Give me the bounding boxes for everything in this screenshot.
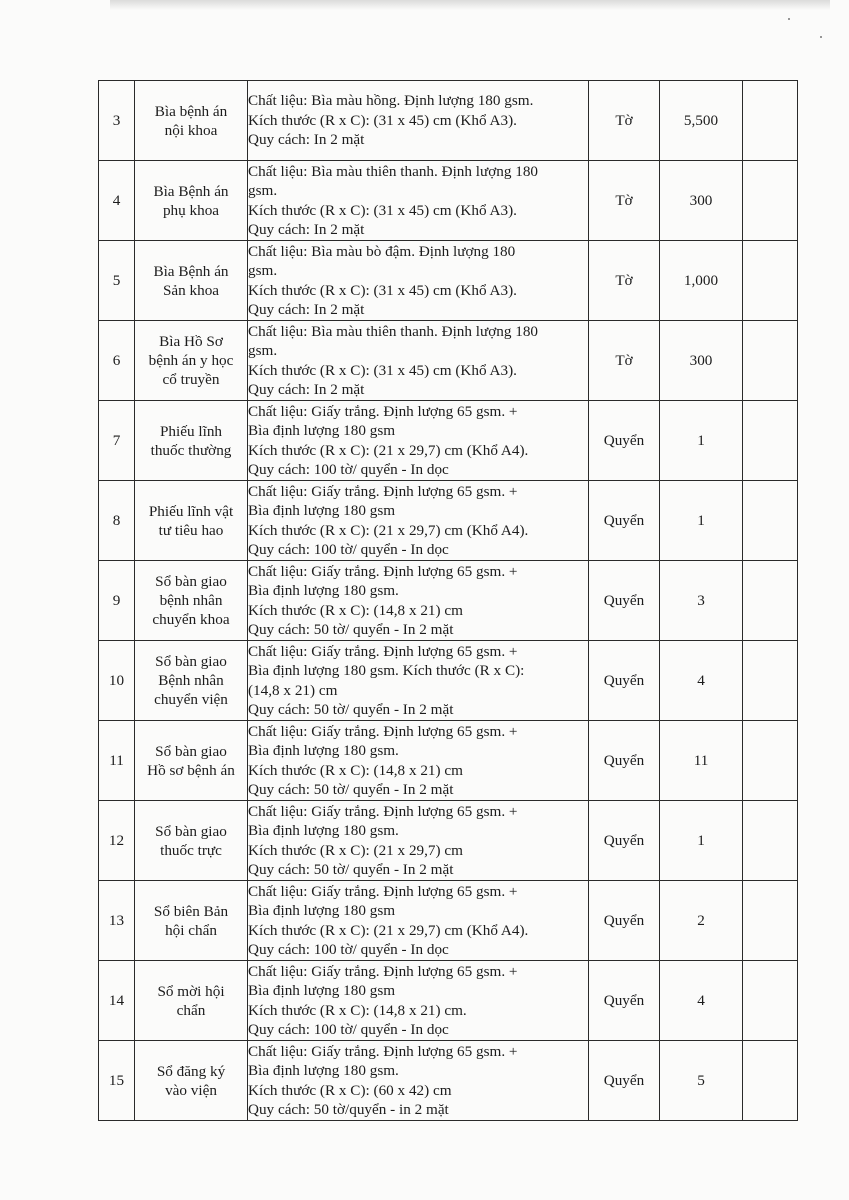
note-cell bbox=[743, 641, 798, 721]
table-row bbox=[99, 881, 798, 961]
note-cell bbox=[743, 241, 798, 321]
item-spec-cell bbox=[248, 401, 589, 481]
item-name-cell bbox=[135, 81, 248, 161]
quantity-cell: 4 bbox=[660, 961, 743, 1041]
table-row bbox=[99, 721, 798, 801]
unit-cell: Quyển bbox=[589, 1041, 660, 1121]
item-spec-cell bbox=[248, 1041, 589, 1121]
item-spec-cell bbox=[248, 241, 589, 321]
note-cell bbox=[743, 161, 798, 241]
note-cell bbox=[743, 561, 798, 641]
row-number-cell: 3 bbox=[99, 81, 135, 161]
item-name-line: nội khoa bbox=[164, 121, 218, 139]
table-row bbox=[99, 481, 798, 561]
quantity-cell: 3 bbox=[660, 561, 743, 641]
item-spec-line: Quy cách: 50 tờ/quyển - in 2 mặt bbox=[248, 1101, 449, 1118]
item-name-line: thuốc trực bbox=[160, 841, 222, 859]
note-cell bbox=[743, 1041, 798, 1121]
item-name-line: Bệnh nhân bbox=[158, 672, 224, 689]
quantity-cell: 5,500 bbox=[660, 81, 743, 161]
item-spec-line: Quy cách: 100 tờ/ quyển - In dọc bbox=[248, 941, 449, 958]
item-spec-line: Bìa định lượng 180 gsm. bbox=[248, 822, 399, 839]
item-spec-cell bbox=[248, 81, 589, 161]
item-name-cell bbox=[135, 561, 248, 641]
unit-cell: Quyển bbox=[589, 481, 660, 561]
unit-cell: Tờ bbox=[589, 241, 660, 321]
note-cell bbox=[743, 961, 798, 1041]
item-name-line: Sổ bàn giao bbox=[155, 742, 227, 760]
table-row bbox=[99, 1041, 798, 1121]
quantity-cell: 2 bbox=[660, 881, 743, 961]
item-name-cell bbox=[135, 401, 248, 481]
scan-edge-shadow bbox=[110, 0, 830, 10]
row-number-cell: 8 bbox=[99, 481, 135, 561]
note-cell bbox=[743, 481, 798, 561]
item-spec-line: Bìa định lượng 180 gsm. bbox=[248, 1062, 399, 1079]
item-name-cell bbox=[135, 321, 248, 401]
item-spec-cell bbox=[248, 321, 589, 401]
item-name-cell bbox=[135, 1041, 248, 1121]
item-spec-line: Chất liệu: Giấy trắng. Định lượng 65 gsm. + bbox=[248, 482, 518, 500]
item-name-cell bbox=[135, 881, 248, 961]
item-name-line: Sản khoa bbox=[162, 281, 220, 299]
item-spec-line: Quy cách: In 2 mặt bbox=[248, 301, 365, 318]
table-row bbox=[99, 961, 798, 1041]
item-spec-line: Quy cách: 100 tờ/ quyển - In dọc bbox=[248, 1021, 449, 1038]
item-spec-line: Bìa định lượng 180 gsm. Kích thước (R x C): bbox=[248, 662, 525, 679]
row-number-cell: 11 bbox=[99, 721, 135, 801]
unit-cell: Quyển bbox=[589, 401, 660, 481]
item-name-line: Sổ mời hội bbox=[157, 982, 225, 1000]
item-spec-line: Quy cách: In 2 mặt bbox=[248, 221, 365, 238]
table-row bbox=[99, 241, 798, 321]
item-name-line: hội chẩn bbox=[165, 921, 217, 939]
unit-cell: Tờ bbox=[589, 161, 660, 241]
item-name-line: Sổ bàn giao bbox=[155, 822, 227, 840]
unit-cell: Quyển bbox=[589, 801, 660, 881]
quantity-cell: 5 bbox=[660, 1041, 743, 1121]
item-spec-line: Bìa định lượng 180 gsm bbox=[248, 982, 396, 999]
item-spec-line: Chất liệu: Giấy trắng. Định lượng 65 gsm. + bbox=[248, 802, 518, 820]
item-spec-cell bbox=[248, 881, 589, 961]
unit-cell: Tờ bbox=[589, 81, 660, 161]
item-spec-line: Quy cách: In 2 mặt bbox=[248, 131, 365, 149]
item-spec-cell bbox=[248, 561, 589, 641]
item-spec-cell bbox=[248, 801, 589, 881]
row-number-cell: 14 bbox=[99, 961, 135, 1041]
item-spec-line: Chất liệu: Giấy trắng. Định lượng 65 gsm. + bbox=[248, 882, 518, 900]
item-spec-line: Kích thước (R x C): (21 x 29,7) cm (Khổ A4). bbox=[248, 521, 529, 539]
row-number-cell: 9 bbox=[99, 561, 135, 641]
row-number-cell: 7 bbox=[99, 401, 135, 481]
item-spec-line: Chất liệu: Giấy trắng. Định lượng 65 gsm. + bbox=[248, 722, 518, 740]
quantity-cell: 1 bbox=[660, 801, 743, 881]
item-spec-line: Chất liệu: Giấy trắng. Định lượng 65 gsm. + bbox=[248, 962, 518, 980]
table-row bbox=[99, 161, 798, 241]
note-cell bbox=[743, 721, 798, 801]
item-spec-line: Kích thước (R x C): (21 x 29,7) cm bbox=[248, 841, 463, 859]
item-name-line: bệnh án y học bbox=[148, 352, 234, 369]
item-spec-line: Chất liệu: Bìa màu hồng. Định lượng 180 gsm. bbox=[248, 92, 534, 110]
item-spec-line: Kích thước (R x C): (14,8 x 21) cm bbox=[248, 761, 463, 779]
unit-cell: Quyển bbox=[589, 961, 660, 1041]
item-spec-line: Quy cách: In 2 mặt bbox=[248, 381, 365, 398]
unit-cell: Quyển bbox=[589, 561, 660, 641]
item-name-line: Sổ bàn giao bbox=[155, 653, 227, 670]
item-name-line: phụ khoa bbox=[162, 201, 220, 219]
item-spec-line: Kích thước (R x C): (14,8 x 21) cm bbox=[248, 601, 463, 619]
item-name-line: bệnh nhân bbox=[159, 592, 223, 609]
item-spec-line: Quy cách: 100 tờ/ quyển - In dọc bbox=[248, 461, 449, 478]
quantity-cell: 11 bbox=[660, 721, 743, 801]
item-spec-line: Kích thước (R x C): (60 x 42) cm bbox=[248, 1081, 452, 1099]
item-name-cell bbox=[135, 721, 248, 801]
item-spec-line: Kích thước (R x C): (21 x 29,7) cm (Khổ A4). bbox=[248, 921, 529, 939]
table-row bbox=[99, 561, 798, 641]
item-spec-cell bbox=[248, 641, 589, 721]
item-spec-line: Chất liệu: Bìa màu thiên thanh. Định lượng 180 bbox=[248, 322, 539, 340]
item-name-line: Bìa Bệnh án bbox=[153, 262, 229, 280]
item-spec-line: gsm. bbox=[248, 342, 278, 359]
item-spec-line: Quy cách: 100 tờ/ quyển - In dọc bbox=[248, 541, 449, 558]
unit-cell: Quyển bbox=[589, 881, 660, 961]
item-spec-line: gsm. bbox=[248, 262, 278, 279]
item-spec-line: Chất liệu: Bìa màu bò đậm. Định lượng 180 bbox=[248, 242, 516, 260]
item-name-line: Bìa bệnh án bbox=[154, 102, 228, 120]
item-spec-line: Chất liệu: Giấy trắng. Định lượng 65 gsm. + bbox=[248, 562, 518, 580]
scan-speck bbox=[788, 18, 790, 20]
unit-cell: Quyển bbox=[589, 641, 660, 721]
row-number-cell: 6 bbox=[99, 321, 135, 401]
row-number-cell: 13 bbox=[99, 881, 135, 961]
item-spec-cell bbox=[248, 721, 589, 801]
quantity-cell: 1 bbox=[660, 401, 743, 481]
item-name-line: tư tiêu hao bbox=[158, 521, 224, 539]
item-name-cell bbox=[135, 801, 248, 881]
item-spec-line: gsm. bbox=[248, 182, 278, 199]
quantity-cell: 4 bbox=[660, 641, 743, 721]
unit-cell: Tờ bbox=[589, 321, 660, 401]
item-spec-line: Quy cách: 50 tờ/ quyển - In 2 mặt bbox=[248, 621, 454, 638]
scan-speck bbox=[820, 36, 822, 38]
item-spec-line: Chất liệu: Giấy trắng. Định lượng 65 gsm. + bbox=[248, 642, 518, 660]
item-name-line: vào viện bbox=[165, 1081, 217, 1099]
item-name-line: Phiếu lĩnh vật bbox=[148, 502, 234, 520]
item-name-line: Bìa Hồ Sơ bbox=[159, 333, 223, 350]
item-name-cell bbox=[135, 961, 248, 1041]
item-name-line: Bìa Bệnh án bbox=[153, 182, 229, 200]
item-spec-line: Quy cách: 50 tờ/ quyển - In 2 mặt bbox=[248, 861, 454, 878]
item-spec-line: Bìa định lượng 180 gsm bbox=[248, 902, 396, 919]
table-row bbox=[99, 321, 798, 401]
table-body bbox=[99, 81, 798, 1121]
item-name-line: Sổ đăng ký bbox=[156, 1062, 226, 1080]
item-name-cell bbox=[135, 641, 248, 721]
row-number-cell: 15 bbox=[99, 1041, 135, 1121]
item-spec-line: Kích thước (R x C): (31 x 45) cm (Khổ A3). bbox=[248, 281, 517, 299]
row-number-cell: 4 bbox=[99, 161, 135, 241]
item-spec-line: Kích thước (R x C): (21 x 29,7) cm (Khổ A4). bbox=[248, 441, 529, 459]
item-name-line: chuyển khoa bbox=[152, 611, 230, 628]
table-row bbox=[99, 641, 798, 721]
item-name-line: Sổ biên Bản bbox=[153, 902, 229, 920]
item-spec-line: Bìa định lượng 180 gsm bbox=[248, 422, 396, 439]
quantity-cell: 300 bbox=[660, 161, 743, 241]
table-row bbox=[99, 401, 798, 481]
item-spec-line: Quy cách: 50 tờ/ quyển - In 2 mặt bbox=[248, 781, 454, 798]
item-name-cell bbox=[135, 481, 248, 561]
row-number-cell: 5 bbox=[99, 241, 135, 321]
note-cell bbox=[743, 401, 798, 481]
item-spec-line: Chất liệu: Giấy trắng. Định lượng 65 gsm. + bbox=[248, 1042, 518, 1060]
item-spec-line: Kích thước (R x C): (31 x 45) cm (Khổ A3). bbox=[248, 201, 517, 219]
item-spec-line: Kích thước (R x C): (14,8 x 21) cm. bbox=[248, 1001, 467, 1019]
quantity-cell: 1 bbox=[660, 481, 743, 561]
unit-cell: Quyển bbox=[589, 721, 660, 801]
item-spec-line: Kích thước (R x C): (31 x 45) cm (Khổ A3). bbox=[248, 111, 517, 129]
row-number-cell: 10 bbox=[99, 641, 135, 721]
note-cell bbox=[743, 801, 798, 881]
item-spec-line: Bìa định lượng 180 gsm. bbox=[248, 742, 399, 759]
item-name-line: thuốc thường bbox=[150, 441, 232, 459]
quantity-cell: 1,000 bbox=[660, 241, 743, 321]
note-cell bbox=[743, 321, 798, 401]
item-spec-line: Bìa định lượng 180 gsm bbox=[248, 502, 396, 519]
item-spec-line: Bìa định lượng 180 gsm. bbox=[248, 582, 399, 599]
table-row bbox=[99, 81, 798, 161]
note-cell bbox=[743, 881, 798, 961]
item-spec-line: Chất liệu: Bìa màu thiên thanh. Định lượng 180 bbox=[248, 162, 539, 180]
item-name-line: Sổ bàn giao bbox=[155, 573, 227, 590]
item-spec-line: Chất liệu: Giấy trắng. Định lượng 65 gsm. + bbox=[248, 402, 518, 420]
item-name-line: chẩn bbox=[176, 1001, 206, 1019]
item-name-cell bbox=[135, 241, 248, 321]
item-spec-line: (14,8 x 21) cm bbox=[248, 681, 338, 699]
item-name-cell bbox=[135, 161, 248, 241]
item-spec-cell bbox=[248, 161, 589, 241]
table-row bbox=[99, 801, 798, 881]
note-cell bbox=[743, 81, 798, 161]
item-name-line: cổ truyền bbox=[162, 371, 220, 388]
item-name-line: Hồ sơ bệnh án bbox=[147, 761, 235, 779]
item-spec-cell bbox=[248, 961, 589, 1041]
item-spec-cell bbox=[248, 481, 589, 561]
row-number-cell: 12 bbox=[99, 801, 135, 881]
item-spec-line: Quy cách: 50 tờ/ quyển - In 2 mặt bbox=[248, 701, 454, 718]
item-name-line: chuyển viện bbox=[154, 691, 228, 708]
item-name-line: Phiếu lĩnh bbox=[159, 422, 223, 440]
supply-items-table bbox=[98, 80, 798, 1121]
quantity-cell: 300 bbox=[660, 321, 743, 401]
item-spec-line: Kích thước (R x C): (31 x 45) cm (Khổ A3). bbox=[248, 361, 517, 379]
